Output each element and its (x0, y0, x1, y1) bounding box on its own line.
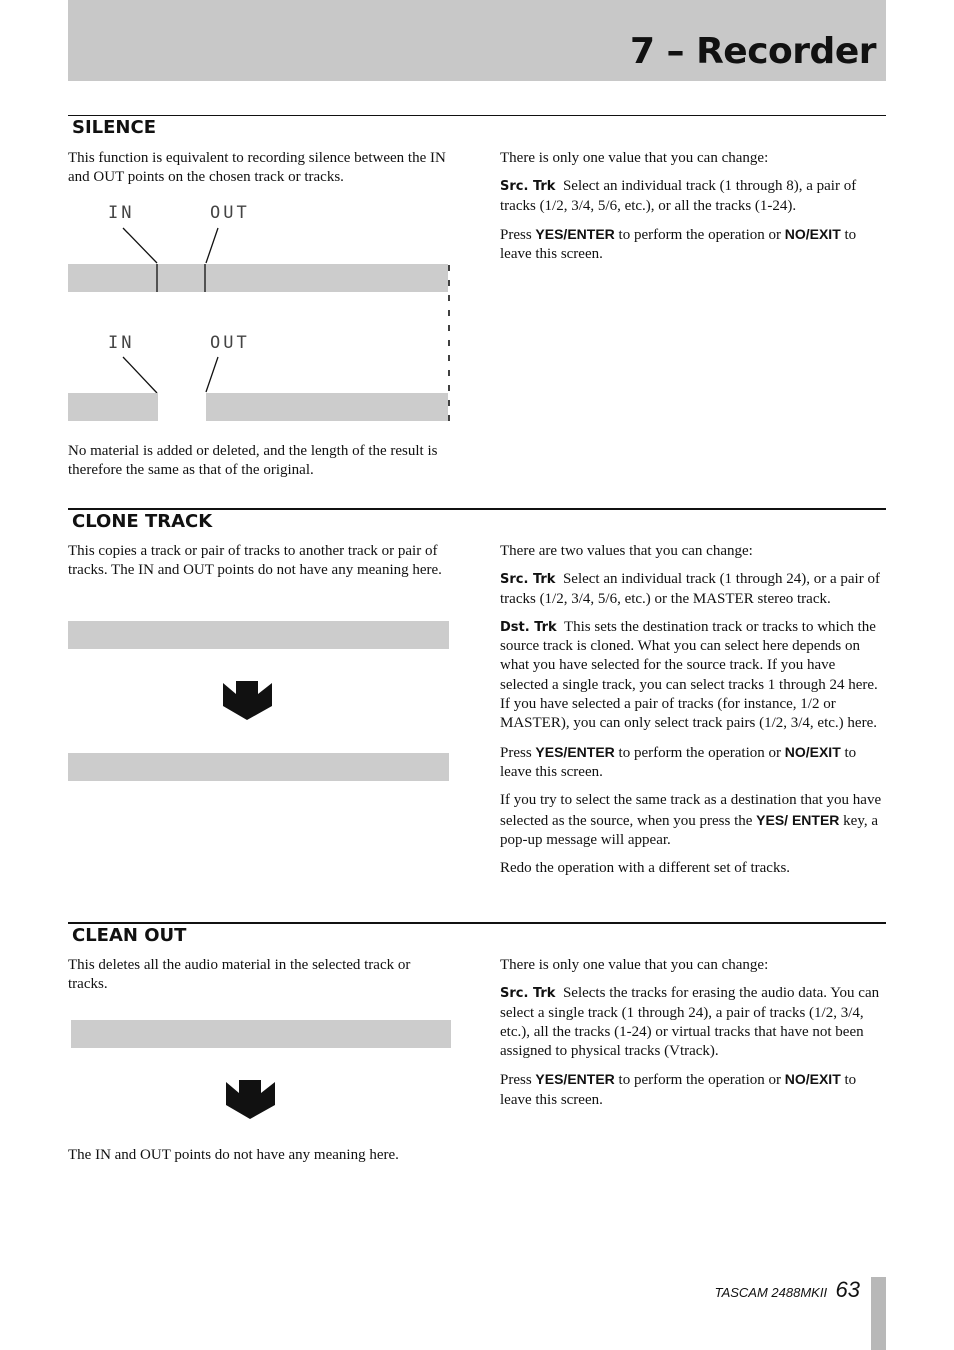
cleanout-intro: This deletes all the audio material in the selected track or tracks. (68, 957, 411, 993)
silence-diagram (68, 203, 449, 421)
press-tail-text: to leave this screen. (500, 226, 857, 263)
page-number: 63 (835, 1277, 860, 1302)
clone-destination-bar (68, 753, 449, 781)
track-bar-original (68, 264, 448, 292)
src-trk-keyword: Src. Trk (500, 986, 556, 1002)
section-title-silence: SILENCE (72, 117, 156, 138)
section-title-cleanout: CLEAN OUT (72, 925, 187, 946)
press-text: Press (500, 226, 532, 243)
out-label-bottom: OUT (210, 333, 250, 353)
cleanout-lead: There is only one value that you can change: (500, 957, 769, 973)
silence-press-paragraph (500, 225, 886, 265)
cleanout-note-column (68, 1146, 453, 1174)
src-trk-description: Select an individual track (1 through 24), or a pair of tracks (1/2, 3/4, 5/6, etc.) or the MASTER stereo track. (500, 571, 880, 607)
in-label-top: IN (108, 203, 135, 223)
clone-redo: Redo the operation with a different set of tracks. (500, 860, 791, 877)
cleanout-note: The IN and OUT points do not have any meaning here. (68, 1147, 399, 1163)
silence-src-paragraph (500, 177, 886, 216)
src-trk-description: Select an individual track (1 through 8), a pair of tracks (1/2, 3/4, 5/6, etc.), or all the tracks (1-24). (500, 178, 857, 214)
clone-lead: There are two values that you can change: (500, 543, 753, 559)
cleanout-left-column (68, 956, 453, 1004)
section-title-clone: CLONE TRACK (72, 511, 213, 532)
silence-note-column (68, 442, 458, 490)
yes-enter-key: YES/ENTER (535, 743, 615, 760)
out-label-top: OUT (210, 203, 250, 223)
down-arrow-icon (226, 1080, 275, 1119)
clone-src-paragraph (500, 570, 886, 609)
in-pointer-bottom (123, 357, 157, 393)
clone-diagram (68, 621, 449, 781)
warning-tail-text: key, a pop-up message will appear. (500, 812, 879, 848)
press-text: Press (500, 1072, 532, 1089)
clone-left-column (68, 542, 443, 590)
page-edge-tab (871, 1277, 886, 1350)
cleanout-right-column (500, 956, 886, 1119)
page-footer (715, 1277, 860, 1303)
header-band (68, 0, 886, 81)
track-bar-result-left (68, 393, 158, 421)
no-exit-key: NO/EXIT (784, 743, 841, 760)
press-mid-text: to perform the operation or (618, 1072, 781, 1089)
silence-intro: This function is equivalent to recording silence between the IN and OUT points on the chosen track or tracks. (68, 150, 446, 186)
src-trk-keyword: Src. Trk (500, 179, 556, 195)
press-text: Press (500, 744, 532, 761)
dst-trk-keyword: Dst. Trk (500, 619, 557, 635)
clone-intro: This copies a track or pair of tracks to another track or pair of tracks. The IN and OUT points do not have any meaning here. (68, 543, 442, 579)
clone-press-paragraph (500, 743, 886, 783)
yes-enter-key: YES/ENTER (535, 225, 615, 242)
cleanout-press-paragraph (500, 1070, 886, 1110)
press-tail-text: to leave this screen. (500, 744, 857, 780)
no-exit-key: NO/EXIT (784, 225, 841, 242)
press-mid-text: to perform the operation or (618, 226, 781, 243)
in-pointer-top (123, 228, 157, 263)
cleanout-track-bar (71, 1020, 451, 1048)
section-rule-cleanout (68, 922, 886, 924)
footer-model: TASCAM 2488MKII (714, 1285, 828, 1300)
out-pointer-top (206, 228, 218, 263)
section-rule-clone (68, 508, 886, 510)
warning-text: If you try to select the same track as a destination that you have selected as the source, when you press the (500, 792, 882, 829)
silence-left-column (68, 149, 458, 197)
silence-note: No material is added or deleted, and the length of the result is therefore the same as that of the original. (68, 443, 438, 479)
section-rule-silence (68, 115, 886, 116)
clone-warning-paragraph (500, 791, 886, 850)
in-label-bottom: IN (108, 333, 135, 353)
clone-right-column (500, 542, 886, 887)
clone-dst-paragraph (500, 618, 886, 734)
cleanout-src-paragraph (500, 984, 886, 1061)
yes-enter-key: YES/ ENTER (756, 811, 840, 828)
press-mid-text: to perform the operation or (618, 744, 781, 761)
src-trk-keyword: Src. Trk (500, 572, 556, 588)
down-arrow-icon (223, 681, 272, 720)
out-pointer-bottom (206, 357, 218, 392)
no-exit-key: NO/EXIT (784, 1071, 841, 1088)
src-trk-description: Selects the tracks for erasing the audio data. You can select a single track (1 through 24), a pair of tracks (1/2, 3/4, etc.), all the tracks (1-24) or virtual tracks that have not been assigned to physical tracks (Vtrack). (500, 985, 880, 1060)
yes-enter-key: YES/ENTER (535, 1071, 615, 1088)
silence-lead: There is only one value that you can change: (500, 150, 769, 166)
track-bar-result-right (206, 393, 448, 421)
press-tail-text: to leave this screen. (500, 1072, 857, 1108)
chapter-title: 7 – Recorder (629, 31, 876, 72)
cleanout-diagram (71, 1020, 451, 1119)
silence-right-column (500, 149, 886, 273)
dst-trk-description: This sets the destination track or tracks to which the source track is cloned. What you can select here depends on what you have selected for the source track. If you have selected a single track, you can select tracks 1 through 24 here. If you have selected a pair of tracks (for instance, 1/2 or MASTER), you can only select track pairs (1/2, 3/4, etc.) here. (500, 618, 878, 732)
clone-source-bar (68, 621, 449, 649)
